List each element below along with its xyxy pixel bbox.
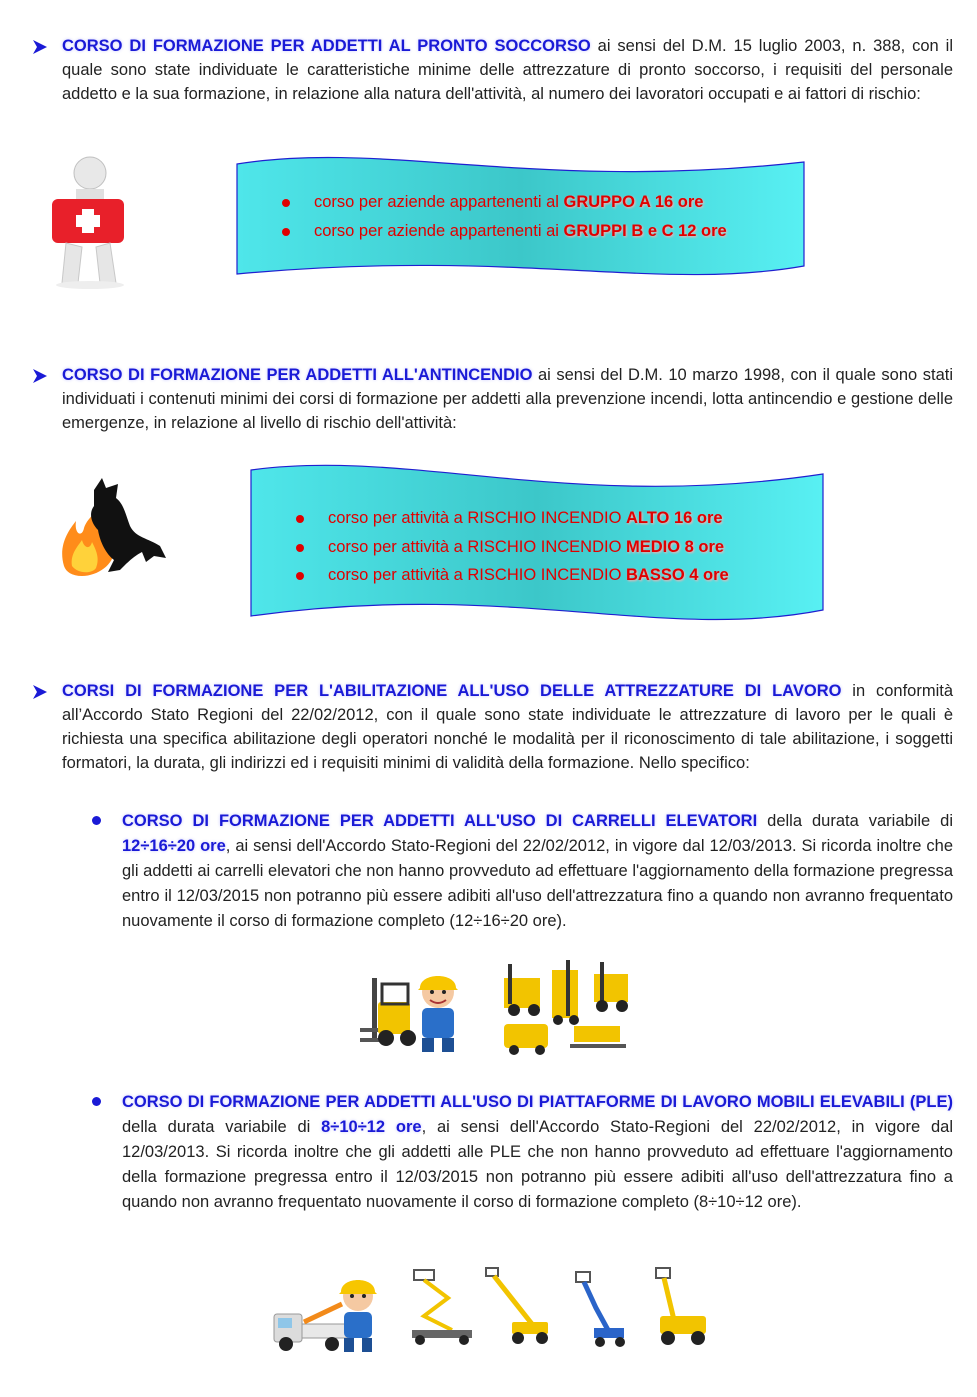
bullet-icon bbox=[296, 572, 304, 580]
ple-paragraph: CORSO DI FORMAZIONE PER ADDETTI ALL'USO DI PIATTAFORME DI LAVORO MOBILI ELEVABILI (PLE) della durata variabile di 8÷10÷12 ore, ai sensi dell'Accordo Stato-Regioni del 22/02/2012, in vigore dal 12/03/2013. Si ricorda inoltre che gli addetti alle PLE che non hanno provveduto ad effettuare l'aggiornamento della formazione pregressa entro il 12/03/2015 non potranno più essere adibiti all'uso dell'attrezzatura fino a quando non avranno frequentato nuovamente il corso di formazione completo (8÷10÷12 ore). bbox=[122, 1093, 953, 1211]
telehandler-icon bbox=[652, 1266, 712, 1348]
list-item: corso per aziende appartenenti al GRUPPO A 16 ore bbox=[282, 188, 727, 217]
bullet-icon bbox=[92, 1097, 101, 1106]
list-item: corso per aziende appartenenti ai GRUPPI B e C 12 ore bbox=[282, 217, 727, 246]
fire-text: ai sensi del D.M. 10 marzo 1998, con il quale sono stati individuati i contenuti minimi dei corsi di formazione per addetti alla prevenzione incendi, lotta antincendio e gestione delle emergenze, in relazione al livello di rischio dell'attività: bbox=[62, 366, 953, 432]
list-item: corso per attività a RISCHIO INCENDIO BASSO 4 ore bbox=[296, 561, 729, 590]
fire-paragraph bbox=[62, 363, 953, 435]
forklift-paragraph: CORSO DI FORMAZIONE PER ADDETTI ALL'USO DI CARRELLI ELEVATORI della durata variabile di 12÷16÷20 ore, ai sensi dell'Accordo Stato-Regioni del 22/02/2012, in vigore dal 12/03/2013. Si ricorda inoltre che gli addetti ai carrelli elevatori che non hanno provveduto ad effettuare l'aggiornamento della formazione pregressa entro il 12/03/2015 non potranno più essere adibiti all'uso dell'attrezzatura fino a quando non avranno frequentato nuovamente il corso di formazione completo (12÷16÷20 ore). bbox=[122, 812, 954, 930]
bullet-icon bbox=[92, 816, 101, 825]
first-aid-paragraph bbox=[62, 34, 953, 106]
bullet-icon bbox=[282, 199, 290, 207]
first-aid-banner bbox=[236, 152, 806, 280]
ple-hours: 8÷10÷12 ore bbox=[321, 1118, 422, 1136]
forklift-worker-icon bbox=[358, 966, 466, 1054]
first-aid-list bbox=[282, 188, 727, 245]
equipment-text: in conformità all’Accordo Stato Regioni del 22/02/2012, con il quale sono state individuate le attrezzature di lavoro per le quali è richiesta una specifica abilitazione degli operatori nonché le modalità per il riconoscimento di tale abilitazione, i soggetti formatori, la durata, gli indirizzi ed i requisiti minimi di validità della formazione. Nello specifico: bbox=[62, 682, 954, 772]
equipment-paragraph bbox=[62, 679, 953, 775]
list-item: corso per attività a RISCHIO INCENDIO MEDIO 8 ore bbox=[296, 533, 729, 562]
arrow-bullet-icon bbox=[30, 37, 50, 57]
bullet-icon bbox=[296, 544, 304, 552]
equipment-heading: CORSI DI FORMAZIONE PER L'ABILITAZIONE ALL'USO DELLE ATTREZZATURE DI LAVORO bbox=[62, 682, 842, 700]
ple-truck-worker-icon bbox=[272, 1270, 382, 1356]
forklifts-group-icon bbox=[500, 960, 632, 1056]
first-aid-text: ai sensi del D.M. 15 luglio 2003, n. 388, con il quale sono state individuate le caratteristiche minime delle attrezzature di pronto soccorso, i requisiti del personale addetto e la sua formazione, in relazione alla natura dell'attività, al numero dei lavoratori occupati e ai fattori di rischio: bbox=[62, 37, 953, 103]
forklift-hours: 12÷16÷20 ore bbox=[122, 837, 226, 855]
fire-figure-icon bbox=[58, 476, 168, 578]
first-aid-heading: CORSO DI FORMAZIONE PER ADDETTI AL PRONTO SOCCORSO bbox=[62, 37, 591, 55]
ple-heading: CORSO DI FORMAZIONE PER ADDETTI ALL'USO DI PIATTAFORME DI LAVORO MOBILI ELEVABILI (PLE) bbox=[122, 1093, 953, 1111]
aerial-platform-icon bbox=[408, 1268, 478, 1346]
arrow-bullet-icon bbox=[30, 366, 50, 386]
blue-boom-lift-icon bbox=[572, 1268, 632, 1348]
fire-heading: CORSO DI FORMAZIONE PER ADDETTI ALL'ANTINCENDIO bbox=[62, 366, 533, 384]
fire-list bbox=[296, 504, 729, 590]
bullet-icon bbox=[296, 515, 304, 523]
telescopic-boom-icon bbox=[484, 1264, 554, 1346]
list-item: corso per attività a RISCHIO INCENDIO ALTO 16 ore bbox=[296, 504, 729, 533]
forklift-heading: CORSO DI FORMAZIONE PER ADDETTI ALL'USO DI CARRELLI ELEVATORI bbox=[122, 812, 758, 830]
fire-banner bbox=[250, 462, 825, 622]
first-aid-figure-icon bbox=[48, 155, 128, 290]
bullet-icon bbox=[282, 228, 290, 236]
arrow-bullet-icon bbox=[30, 682, 50, 702]
